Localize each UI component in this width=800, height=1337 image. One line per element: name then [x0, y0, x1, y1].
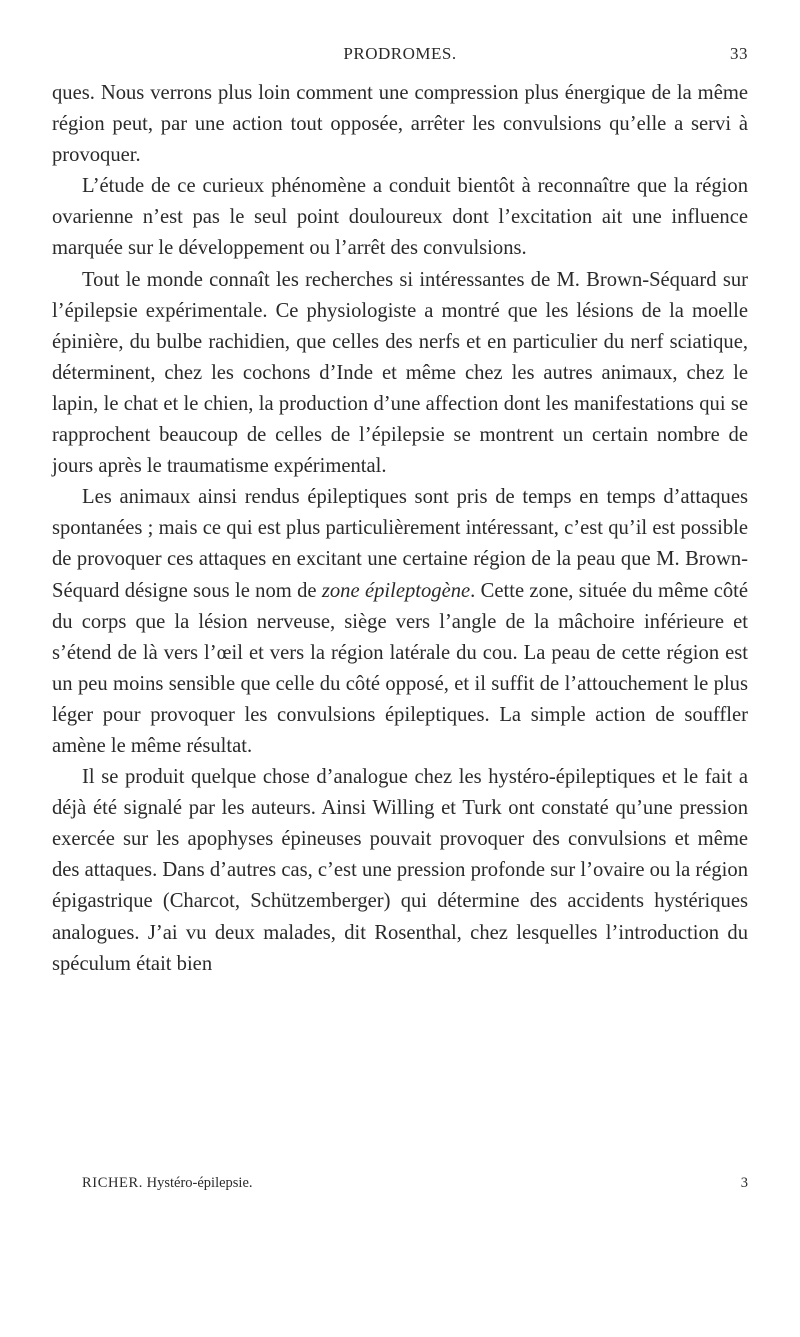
paragraph-4 — [52, 482, 748, 762]
paragraph-4-text-before: Les animaux ainsi rendus épileptiques sont pris de temps en temps d’attaques spontanées ; mais ce qui est plus particulièrement intéressant, c’est qu’il est possible de provoquer ces attaques en excitant une certaine région de la peau que M. Brown-Séquard désigne sous le nom de — [52, 486, 748, 602]
page-footer — [82, 1175, 748, 1197]
page-number: 33 — [730, 44, 748, 63]
zone-epileptogene-term: zone épileptogène — [321, 579, 471, 602]
paragraph-3: Tout le monde connaît les recherches si intéressantes de M. Brown-Séquard sur l’épilepsie expérimentale. Ce physiologiste a montré que les lésions de la moelle épinière, du bulbe rachidien, que celles des nerfs et en particulier du nerf sciatique, déterminent, chez les cochons d’Inde et même chez les autres animaux, chez le lapin, le chat et le chien, la production d’une affection dont les manifestations qui se rapprochent beaucoup de celles de l’épilepsie se montrent un certain nombre de jours après le traumatisme expérimental. — [52, 268, 748, 478]
printer-signature — [82, 1175, 253, 1192]
signature-number: 3 — [740, 1175, 748, 1191]
running-head — [52, 44, 748, 68]
paragraph-2: L’étude de ce curieux phénomène a conduit bientôt à reconnaître que la région ovarienne n’est pas le seul point douloureux dont l’excitation ait une influence marquée sur le développement ou l’arrêt des convulsions. — [52, 175, 748, 260]
running-title: PRODROMES. — [343, 44, 457, 63]
paragraph-4-text-after: . Cette zone, située du même côté du corps que la lésion nerveuse, siège vers l’angle de la mâchoire inférieure et s’étend de là vers l’œil et vers la région latérale du cou. La peau de cette région est un peu moins sensible que celle du côté opposé, et il suffit de l’attouchement le plus léger pour provoquer les convulsions épileptiques. La simple action de souffler amène le même résultat. — [52, 579, 748, 757]
signature-author: RICHER. — [82, 1175, 143, 1191]
signature-title: Hystéro-épilepsie. — [146, 1175, 253, 1191]
paragraph-5: Il se produit quelque chose d’analogue chez les hystéro-épileptiques et le fait a déjà été signalé par les auteurs. Ainsi Willing et Turk ont constaté qu’une pression exercée sur les apophyses épineuses pouvait provoquer des convulsions et même des attaques. Dans d’autres cas, c’est une pression profonde sur l’ovaire ou la région épigastrique (Charcot, Schützemberger) qui détermine des accidents hystériques analogues. J’ai vu deux malades, dit Rosenthal, chez lesquelles l’introduction du spéculum était bien — [52, 766, 748, 975]
body-text — [52, 78, 748, 980]
paragraph-1: ques. Nous verrons plus loin comment une compression plus énergique de la même région peut, par une action tout opposée, arrêter les convulsions qu’elle a servi à provoquer. — [52, 82, 748, 167]
